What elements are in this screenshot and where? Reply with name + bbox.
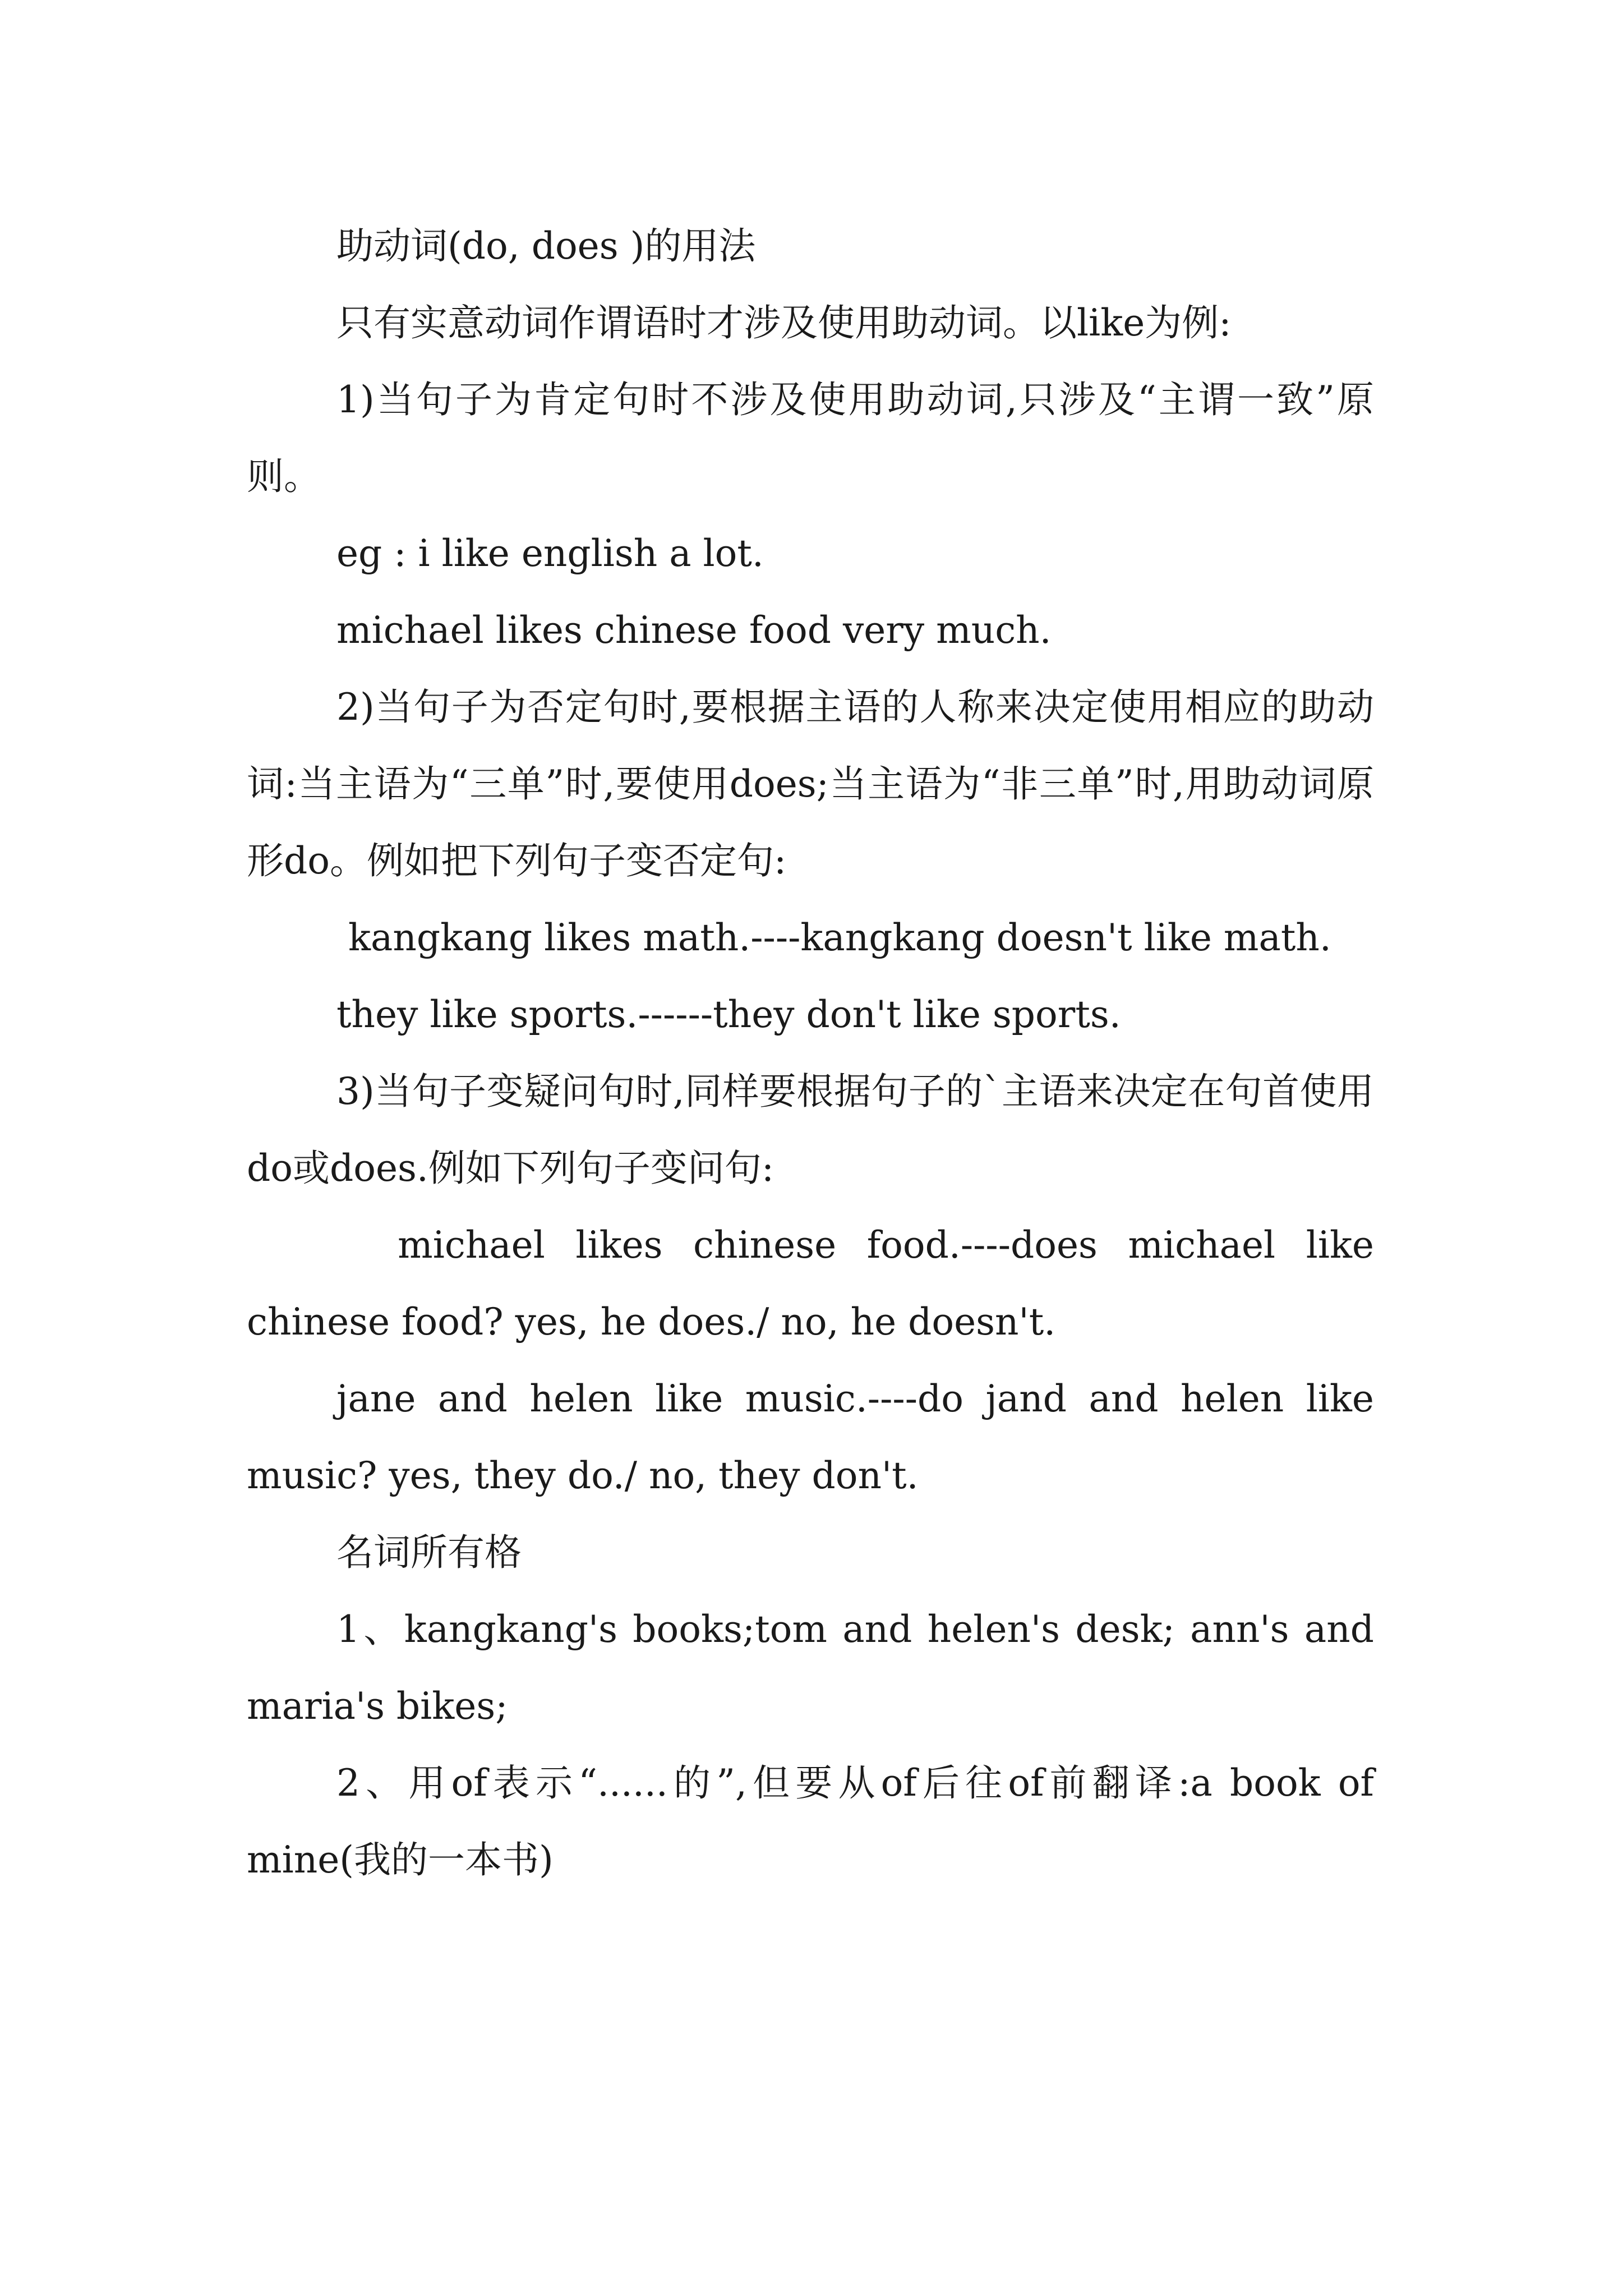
example-line: michael likes chinese food very much. <box>336 609 1052 652</box>
paragraph-intro: 只有实意动词作谓语时才涉及使用助动词。以like为例: <box>336 301 1232 344</box>
paragraph-rule-1: 1)当句子为肯定句时不涉及使用助动词,只涉及“主谓一致”原则。 <box>247 378 1374 498</box>
section-heading-auxiliary-verbs: 助动词(do, does )的用法 <box>336 224 756 268</box>
paragraph-rule-3: 3)当句子变疑问句时,同样要根据句子的`主语来决定在句首使用do或does.例如下列句子变问句: <box>247 1070 1374 1190</box>
example-line: they like sports.------they don't like sports. <box>336 993 1121 1036</box>
paragraph-possessive-2: 2、用of表示“......的”,但要从of后往of前翻译:a book of mine(我的一本书) <box>247 1761 1386 1881</box>
paragraph-possessive-1: 1、kangkang's books;tom and helen's desk; ann's and maria's bikes; <box>247 1608 1386 1728</box>
example-line: kangkang likes math.----kangkang doesn't like math. <box>336 916 1331 959</box>
section-heading-possessive: 名词所有格 <box>336 1531 522 1574</box>
paragraph-rule-2: 2)当句子为否定句时,要根据主语的人称来决定使用相应的助动词:当主语为“三单”时,要使用does;当主语为“非三单”时,用助动词原形do。例如把下列句子变否定句: <box>247 685 1374 882</box>
example-line: eg : i like english a lot. <box>336 532 764 575</box>
example-line: jane and helen like music.----do jand and helen like music? yes, they do./ no, they don't. <box>247 1377 1386 1497</box>
document-body <box>247 208 1386 1898</box>
example-line: michael likes chinese food.----does michael like chinese food? yes, he does./ no, he doesn't. <box>247 1223 1386 1343</box>
